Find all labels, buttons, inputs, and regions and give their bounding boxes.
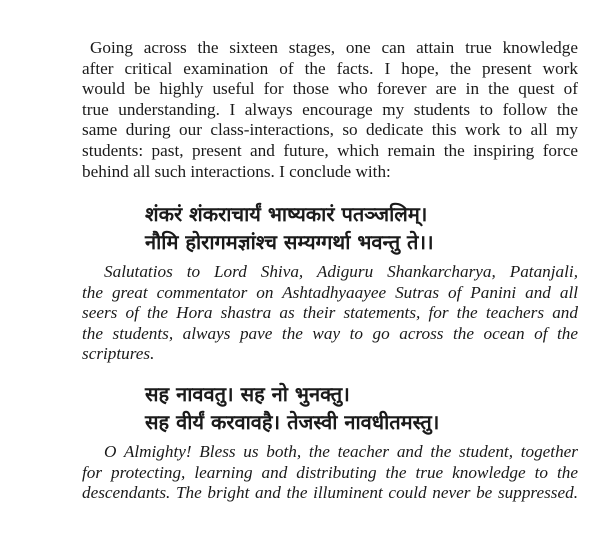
text-line: behind all such interactions. I conclude with:	[82, 161, 391, 181]
sanskrit-verse-1	[145, 200, 434, 256]
verse-line: सह वीर्यं करवावहै। तेजस्वी नावधीतमस्तु।	[145, 410, 440, 434]
text-line: for protecting, learning and distributing the true knowledge to the	[82, 462, 578, 482]
text-line: same during our class-interactions, so dedicate this work to all my	[82, 120, 578, 140]
text-line: students: past, present and future, which remain the inspiring force	[82, 140, 578, 160]
verse-2-translation	[82, 442, 578, 504]
text-line: Going across the sixteen stages, one can attain true knowledge	[90, 38, 578, 57]
text-line: seers of the Hora shastra as their statements, for the teachers and	[82, 303, 578, 323]
text-line: true understanding. I always encourage my students to follow the	[82, 99, 578, 119]
text-line: Salutatios to Lord Shiva, Adiguru Shankarcharya, Patanjali,	[104, 262, 578, 281]
verse-line: सह नाववतु। सह नो भुनक्तु।	[145, 382, 350, 406]
text-line: scriptures.	[82, 344, 155, 364]
text-line: would be highly useful for those who forever are in the quest of	[82, 79, 578, 99]
intro-paragraph	[82, 38, 578, 182]
text-line: the students, always pave the way to go across the ocean of the	[82, 323, 578, 343]
verse-line: नौमि होरागमज्ञांश्च सम्यग्गर्था भवन्तु ते।।	[145, 230, 434, 254]
text-line: O Almighty! Bless us both, the teacher and the student, together	[104, 442, 578, 461]
text-line: the great commentator on Ashtadhyaayee Sutras of Panini and all	[82, 282, 578, 302]
text-line: after critical examination of the facts. I hope, the present work	[82, 58, 578, 78]
text-line: descendants. The bright and the illuminent could never be suppressed.	[82, 483, 578, 503]
sanskrit-verse-2	[145, 380, 439, 436]
verse-1-translation	[82, 262, 578, 365]
verse-line: शंकरं शंकराचार्यं भाष्यकारं पतञ्जलिम्।	[145, 202, 428, 226]
